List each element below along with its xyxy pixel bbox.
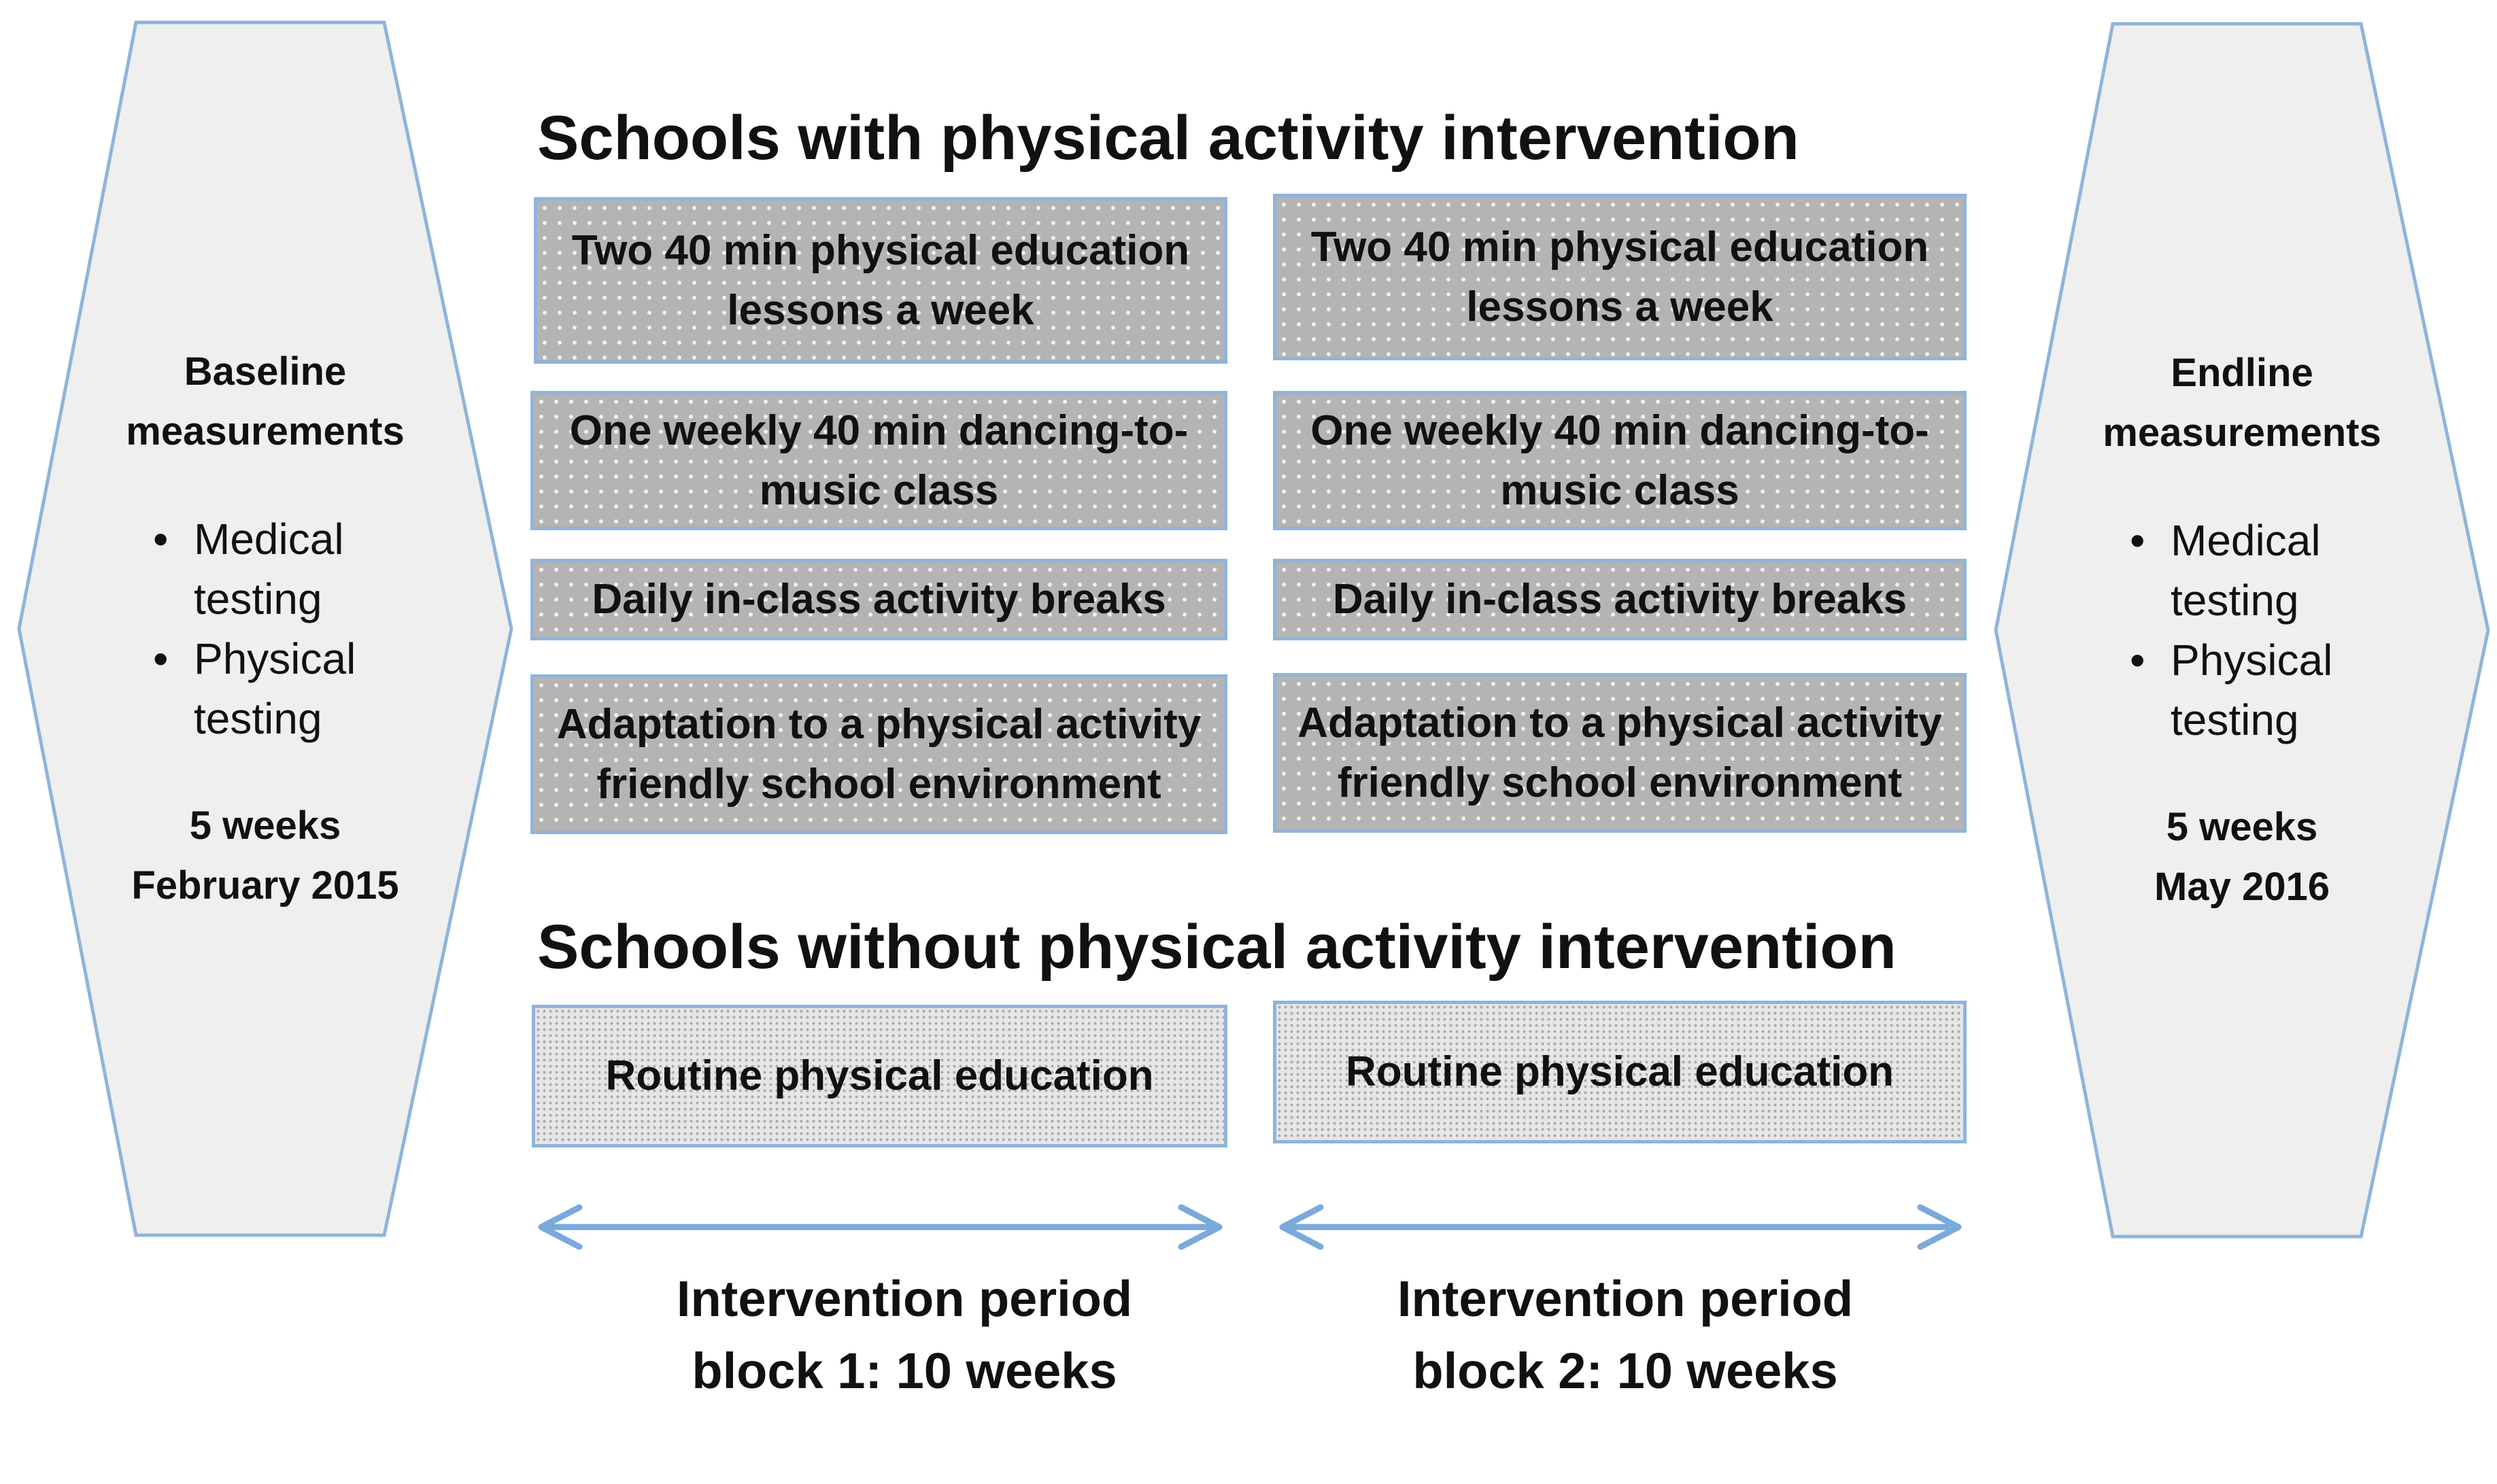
intervention-block2-dancing-class: One weekly 40 min dancing-to-music class: [1273, 391, 1967, 530]
period-block2-arrow: [1273, 1203, 1968, 1251]
double-arrow-icon: [1273, 1203, 1968, 1251]
endline-list: [2130, 511, 2354, 750]
baseline-item-medical: • Medical testing: [153, 509, 377, 629]
baseline-item-physical: • Physical testing: [153, 629, 377, 748]
intervention-block1-environment: Adaptation to a physical activity friendly school environment: [530, 674, 1227, 834]
endline-duration: 5 weeks: [2166, 805, 2318, 849]
endline-hexagon: [1994, 22, 2490, 1239]
baseline-hexagon: [17, 20, 513, 1237]
control-heading: Schools without physical activity intervention: [537, 912, 1897, 982]
double-arrow-icon: [532, 1203, 1229, 1251]
baseline-content: [17, 20, 513, 1237]
baseline-title: Baseline measurements: [126, 349, 405, 453]
control-block2-routine-pe: Routine physical education: [1273, 1001, 1967, 1143]
baseline-list: [153, 509, 377, 748]
baseline-duration: 5 weeks: [189, 804, 341, 848]
intervention-block2-activity-breaks: Daily in-class activity breaks: [1273, 559, 1967, 640]
intervention-block1-pe-lessons: Two 40 min physical education lessons a week: [534, 197, 1227, 364]
period-block1-label: Intervention period block 1: 10 weeks: [676, 1271, 1133, 1399]
endline-title: Endline measurements: [2103, 351, 2381, 455]
endline-item-medical: • Medical testing: [2130, 511, 2354, 630]
intervention-block1-activity-breaks: Daily in-class activity breaks: [530, 559, 1227, 640]
control-block1-routine-pe: Routine physical education: [532, 1005, 1227, 1147]
intervention-block2-pe-lessons: Two 40 min physical education lessons a week: [1273, 194, 1967, 360]
intervention-block1-dancing-class: One weekly 40 min dancing-to-music class: [530, 391, 1227, 530]
baseline-date: February 2015: [131, 863, 399, 908]
intervention-heading: Schools with physical activity intervention: [537, 103, 1799, 173]
period-block1-arrow: [532, 1203, 1229, 1251]
intervention-block2-environment: Adaptation to a physical activity friendly school environment: [1273, 673, 1967, 833]
endline-item-physical: • Physical testing: [2130, 630, 2354, 750]
endline-date: May 2016: [2154, 865, 2330, 909]
endline-content: [1994, 22, 2490, 1239]
period-block2-label: Intervention period block 2: 10 weeks: [1397, 1271, 1854, 1399]
